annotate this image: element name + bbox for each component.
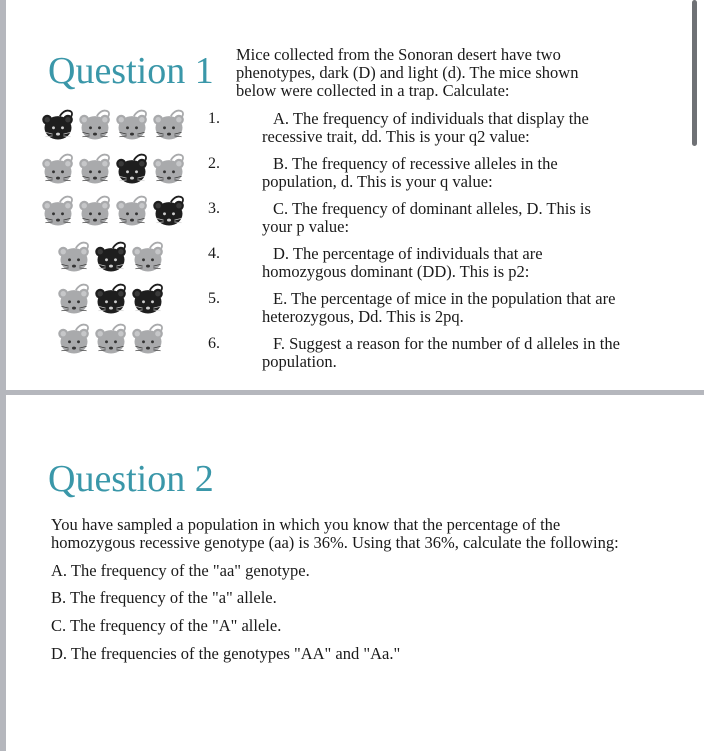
dark-mouse-icon (93, 240, 129, 276)
item-number: 2. (208, 155, 220, 172)
intro-line: phenotypes, dark (D) and light (d). The mice shown (236, 63, 579, 82)
scrollbar-thumb[interactable] (692, 0, 697, 146)
dark-mouse-icon (40, 108, 76, 144)
light-mouse-icon (40, 194, 76, 230)
question-1-item-b (262, 155, 682, 191)
intro-line: Mice collected from the Sonoran desert have two (236, 45, 561, 64)
question-2-item-a: A. The frequency of the "aa" genotype. (51, 561, 310, 580)
item-number: 6. (208, 335, 220, 352)
item-line: your p value: (262, 217, 350, 236)
item-number: 4. (208, 245, 220, 262)
item-line: B. The frequency of recessive alleles in the (273, 154, 558, 173)
item-line: D. The percentage of individuals that are (273, 244, 543, 263)
question-1-item-c (262, 200, 682, 236)
question-2-item-c: C. The frequency of the "A" allele. (51, 616, 282, 635)
dark-mouse-icon (93, 282, 129, 318)
intro-line: below were collected in a trap. Calculate: (236, 81, 510, 100)
item-line: C. The frequency of dominant alleles, D. This is (273, 199, 591, 218)
section-divider (6, 390, 704, 395)
light-mouse-icon (114, 108, 150, 144)
light-mouse-icon (93, 322, 129, 358)
item-line: F. Suggest a reason for the number of d alleles in the (273, 334, 620, 353)
item-line: heterozygous, Dd. This is 2pq. (262, 307, 464, 326)
light-mouse-icon (56, 282, 92, 318)
intro-line: You have sampled a population in which you know that the percentage of the (51, 515, 561, 534)
light-mouse-icon (56, 322, 92, 358)
light-mouse-icon (77, 152, 113, 188)
item-line: E. The percentage of mice in the population that are (273, 289, 616, 308)
item-line: recessive trait, dd. This is your q2 value: (262, 127, 530, 146)
light-mouse-icon (151, 152, 187, 188)
light-mouse-icon (77, 194, 113, 230)
light-mouse-icon (77, 108, 113, 144)
question-2-title: Question 2 (48, 458, 214, 500)
question-1-title: Question 1 (48, 50, 214, 92)
question-1-item-f (262, 335, 682, 371)
dark-mouse-icon (114, 152, 150, 188)
question-2-item-b: B. The frequency of the "a" allele. (51, 588, 277, 607)
dark-mouse-icon (151, 194, 187, 230)
question-1-item-d (262, 245, 682, 281)
item-line: A. The frequency of individuals that display the (273, 109, 589, 128)
light-mouse-icon (130, 322, 166, 358)
item-number: 3. (208, 200, 220, 217)
light-mouse-icon (151, 108, 187, 144)
light-mouse-icon (56, 240, 92, 276)
question-2-item-d: D. The frequencies of the genotypes "AA" and "Aa." (51, 644, 401, 663)
question-2-intro (51, 516, 691, 552)
question-1-item-a (262, 110, 682, 146)
question-1-intro (236, 46, 676, 100)
question-1-item-e (262, 290, 682, 326)
item-line: population, d. This is your q value: (262, 172, 493, 191)
item-number: 1. (208, 110, 220, 127)
item-number: 5. (208, 290, 220, 307)
item-line: homozygous dominant (DD). This is p2: (262, 262, 530, 281)
item-line: population. (262, 352, 337, 371)
light-mouse-icon (40, 152, 76, 188)
intro-line: homozygous recessive genotype (aa) is 36%. Using that 36%, calculate the following: (51, 533, 619, 552)
light-mouse-icon (130, 240, 166, 276)
dark-mouse-icon (130, 282, 166, 318)
left-border (0, 0, 6, 751)
light-mouse-icon (114, 194, 150, 230)
